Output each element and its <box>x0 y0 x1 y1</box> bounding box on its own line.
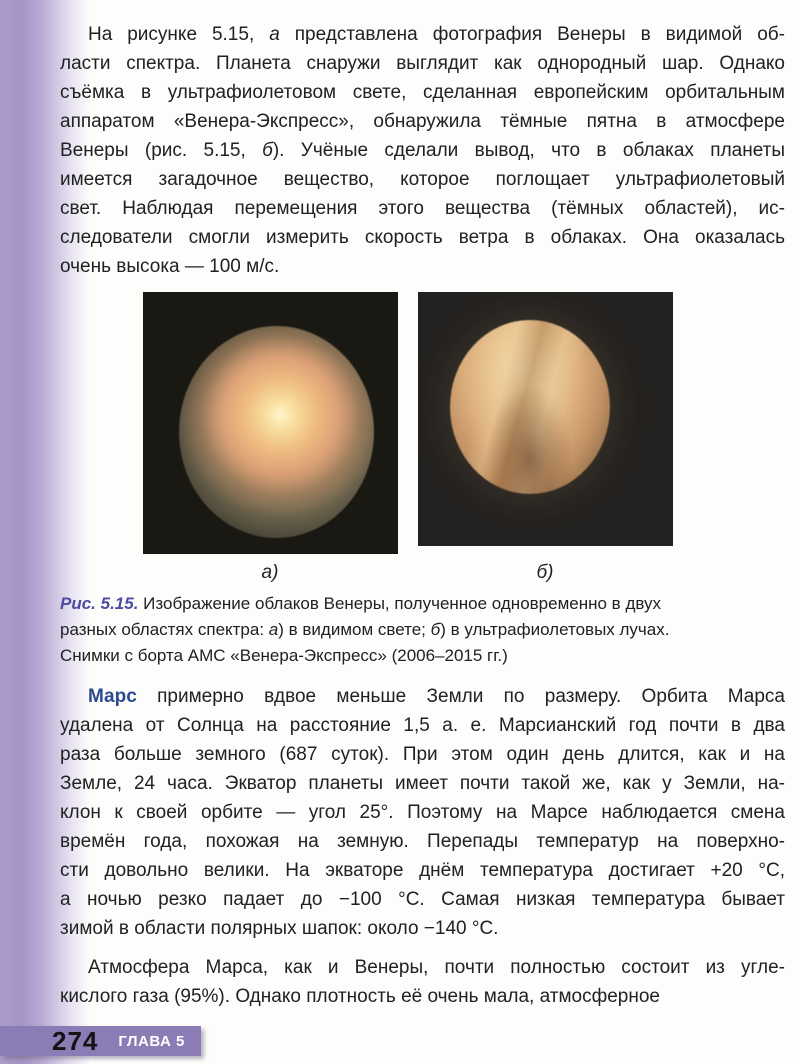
figure-5-15 <box>60 292 785 588</box>
venus-ultraviolet-image <box>418 292 673 546</box>
figure-label-a: а) <box>261 562 279 583</box>
figure-caption: Рис. 5.15. Изображение облаков Венеры, полученное одновременно в двух разных областях спектра: а) в видимом свете; б) в ультрафиолетовых лучах. Снимки с борта АМС «Венера-Экспресс» (2006–2015 гг.) <box>60 594 670 665</box>
paragraph-mars-atmosphere: Атмосфера Марса, как и Венеры, почти полностью состоит из угле- кислого газа (95%). Однако плотность её очень мала, атмосферное <box>60 957 785 1007</box>
chapter-badge: ГЛАВА 5 <box>118 1032 185 1050</box>
paragraph-venus: На рисунке 5.15, а представлена фотография Венеры в видимой об- ласти спектра. Планета снаружи выглядит как однородный шар. Однако съёмка в ультрафиолетовом свете, сделанная европейским орбитальным аппаратом «Венера-Экспресс», обнаружила тёмные пятна в атмосфере Венеры (рис. 5.15, б). Учёные сделали вывод, что в облаках планеты имеется загадочное вещество, которое поглощает ультрафиолетовый свет. Наблюдая перемещения этого вещества (тёмных областей), ис- следователи смогли измерить скорость ветра в облаках. Она оказалась очень высока — 100 м/с. <box>60 24 786 277</box>
figure-label-b: б) <box>536 562 554 583</box>
venus-visible-planet <box>179 326 374 538</box>
venus-ultraviolet-planet <box>450 320 610 494</box>
text-column <box>60 0 785 1011</box>
venus-visible-light-image <box>143 292 398 554</box>
footer-bar <box>0 1026 201 1056</box>
paragraph-mars: Марс примерно вдвое меньше Земли по размеру. Орбита Марса удалена от Солнца на расстояние 1,5 а. е. Марсианский год почти в два раза больше земного (687 суток). При этом один день длится, как и на Земле, 24 часа. Экватор планеты имеет почти такой же, как у Земли, на- клон к своей орбите — угол 25°. Поэтому на Марсе наблюдается смена времён года, похожая на земную. Перепады температур на поверхно- сти довольно велики. На экваторе днём температура достигает +20 °С, а ночью резко падает до −100 °С. Самая низкая температура бывает зимой в области полярных шапок: около −140 °С. <box>60 686 785 939</box>
page-number: 274 <box>52 1026 99 1056</box>
